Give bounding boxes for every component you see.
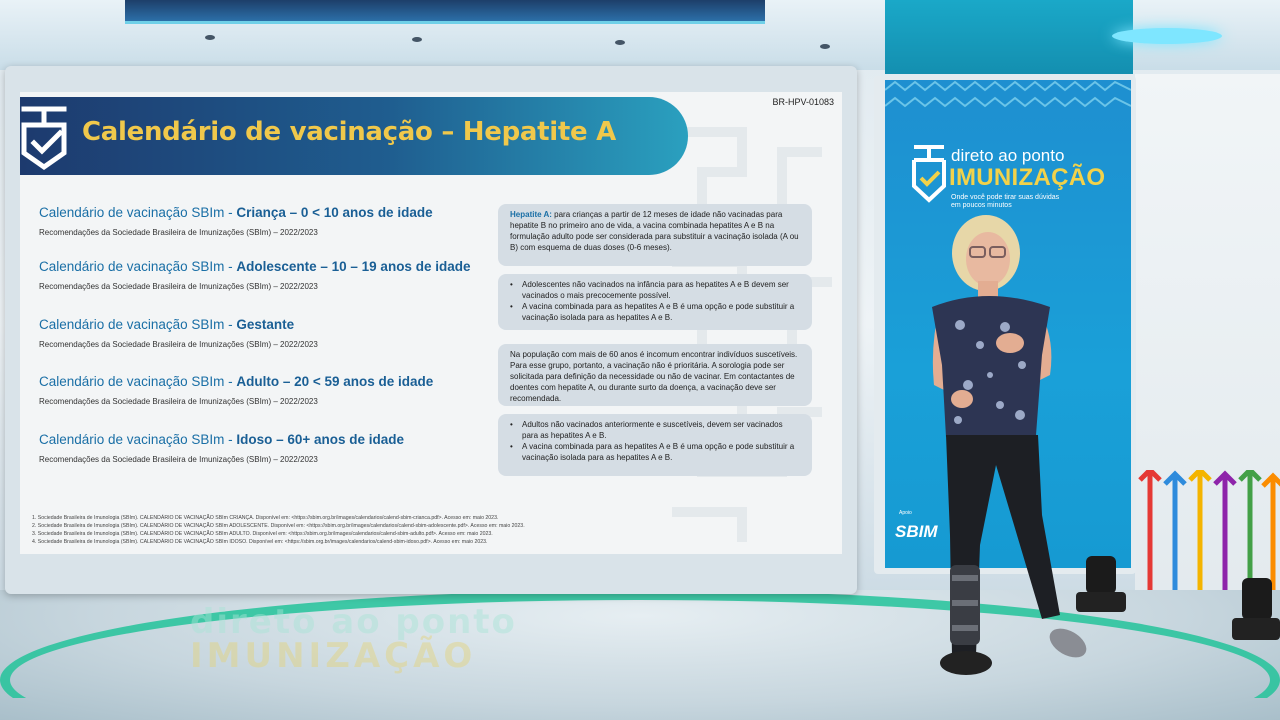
sbim-logo-icon	[20, 103, 72, 171]
presentation-slide	[20, 92, 842, 554]
calendar-item	[39, 205, 509, 237]
banner-line1: direto ao ponto	[951, 146, 1065, 165]
floor-text-line2: IMUNIZAÇÃO	[190, 636, 477, 676]
top-banner	[885, 0, 1133, 74]
note-teen-item: • A vacina combinada para as hepatites A e B é uma opção e pode substituir a vacinação isolada para as hepatites A e B.	[510, 301, 800, 323]
calendar-prefix: Calendário de vacinação SBIm -	[39, 374, 237, 389]
sponsor-logo: SBIM	[895, 522, 938, 541]
title-bar	[20, 97, 688, 175]
spotlight	[1112, 28, 1222, 44]
calendar-item	[39, 317, 509, 349]
banner-support-label: Apoio	[899, 510, 912, 516]
footnotes	[32, 514, 812, 546]
banner-pattern	[885, 80, 1131, 118]
calendar-highlight: Criança – 0 < 10 anos de idade	[236, 205, 433, 220]
calendar-title	[39, 317, 509, 332]
calendar-source: Recomendações da Sociedade Brasileira de Imunizações (SBIm) – 2022/2023	[39, 228, 318, 237]
note-teen	[498, 274, 812, 330]
calendar-prefix: Calendário de vacinação SBIm -	[39, 259, 237, 274]
calendar-prefix: Calendário de vacinação SBIm -	[39, 205, 237, 220]
note-child	[498, 204, 812, 266]
note-child-text: para crianças a partir de 12 meses de idade não vacinadas para hepatite B no primeiro ano de vida, a vacina combinada hepatites A e B na formulação adulto pode ser considerada para substituir a vacinação isolada (A ou B) com esquema de duas doses (0-6 meses).	[510, 210, 799, 253]
ceiling-light	[615, 40, 625, 45]
note-adult-item: • A vacina combinada para as hepatites A e B é uma opção e pode substituir a vacinação isolada para as hepatites A e B.	[510, 441, 800, 463]
banner-line2: IMUNIZAÇÃO	[949, 164, 1106, 191]
ceiling-light	[820, 44, 830, 49]
footnote: 2. Sociedade Brasileira de Imunologia (SBIm). CALENDÁRIO DE VACINAÇÃO SBIm ADOLESCENTE. Disponível em: <https://sbim.org.br/images/calendarios/calend-sbim-adolescente.pdf>. Acesso em: maio 2023.	[32, 523, 525, 530]
calendar-title	[39, 432, 509, 447]
slide-code: BR-HPV-01083	[772, 97, 834, 107]
note-elderly: Na população com mais de 60 anos é incomum encontrar indivíduos suscetíveis. Para esse grupo, portanto, a vacinação não é prioritária. A sorologia pode ser solicitada para definição da necessidade ou não de vacinar. Em contactantes de doentes com hepatite A, ou durante surto da doença, a vacinação deve ser recomendada.	[498, 344, 812, 406]
calendar-item	[39, 374, 509, 406]
calendar-item	[39, 432, 509, 464]
presenter	[910, 215, 1100, 685]
note-adult	[498, 414, 812, 476]
floor-logo-text	[190, 602, 517, 676]
calendar-source: Recomendações da Sociedade Brasileira de Imunizações (SBIm) – 2022/2023	[39, 282, 318, 291]
slide-title: Calendário de vacinação – Hepatite A	[82, 117, 616, 147]
banner-line3: Onde você pode tirar suas dúvidas em poucos minutos	[951, 194, 1060, 209]
ceiling-light	[205, 35, 215, 40]
calendar-item	[39, 259, 509, 291]
note-adult-item: • Adultos não vacinados anteriormente e suscetíveis, devem ser vacinados para as hepatites A e B.	[510, 419, 800, 441]
calendar-highlight: Gestante	[236, 317, 295, 332]
stage-lamp-icon	[1228, 574, 1280, 644]
calendar-source: Recomendações da Sociedade Brasileira de Imunizações (SBIm) – 2022/2023	[39, 455, 318, 464]
calendar-prefix: Calendário de vacinação SBIm -	[39, 432, 237, 447]
calendar-source: Recomendações da Sociedade Brasileira de Imunizações (SBIm) – 2022/2023	[39, 397, 318, 406]
ceiling-light	[412, 37, 422, 42]
calendar-highlight: Idoso – 60+ anos de idade	[236, 432, 405, 447]
footnote: 4. Sociedade Brasileira de Imunologia (SBIm). CALENDÁRIO DE VACINAÇÃO SBIm IDOSO. Disponível em: <https://sbim.org.br/images/calendarios/calend-sbim-idoso.pdf>. Acesso em: maio 2023.	[32, 539, 488, 546]
note-teen-item: • Adolescentes não vacinados na infância para as hepatites A e B devem ser vacinados o mais precocemente possível.	[510, 279, 800, 301]
program-logo-icon	[911, 142, 947, 208]
ceiling-panel	[125, 0, 765, 24]
calendar-title	[39, 259, 509, 274]
calendar-title	[39, 205, 509, 220]
footnote: 1. Sociedade Brasileira de Imunologia (SBIm). CALENDÁRIO DE VACINAÇÃO SBIm CRIANÇA. Disponível em: <https://sbim.org.br/images/calendarios/calend-sbim-crianca.pdf>. Acesso em: maio 2023.	[32, 515, 499, 521]
calendar-title	[39, 374, 509, 389]
calendar-source: Recomendações da Sociedade Brasileira de Imunizações (SBIm) – 2022/2023	[39, 340, 318, 349]
calendar-highlight: Adolescente – 10 – 19 anos de idade	[236, 259, 471, 274]
calendar-prefix: Calendário de vacinação SBIm -	[39, 317, 237, 332]
floor-text-line1: direto ao ponto	[190, 602, 517, 642]
calendar-highlight: Adulto – 20 < 59 anos de idade	[236, 374, 434, 389]
footnote: 3. Sociedade Brasileira de Imunologia (SBIm). CALENDÁRIO DE VACINAÇÃO SBIm ADULTO. Disponível em: <https://sbim.org.br/images/calendarios/calend-sbim-adulto.pdf>. Acesso em: maio 2023.	[32, 531, 493, 538]
note-child-label: Hepatite A:	[510, 210, 552, 219]
